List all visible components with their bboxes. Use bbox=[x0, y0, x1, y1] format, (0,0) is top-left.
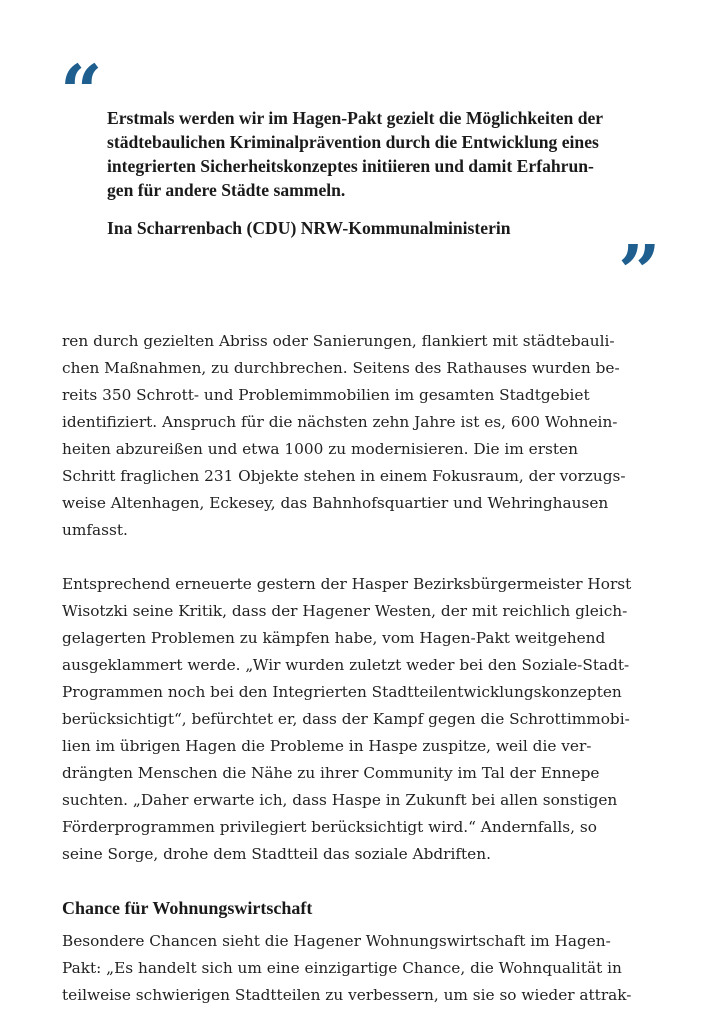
article-line: reits 350 Schrott- und Problemimmobilien im gesamten Stadtgebiet bbox=[62, 386, 590, 404]
quote-line: integrierten Sicherheitskonzeptes initiieren und damit Erfahrun- bbox=[107, 156, 594, 176]
article-line: Förderprogrammen privilegiert berücksichtigt wird.“ Andernfalls, so bbox=[62, 818, 597, 836]
article-line: lien im übrigen Hagen die Probleme in Haspe zuspitze, weil die ver- bbox=[62, 737, 592, 755]
article-body bbox=[62, 328, 657, 1009]
article-line: Besondere Chancen sieht die Hagener Wohnungswirtschaft im Hagen- bbox=[62, 932, 611, 950]
article-paragraph bbox=[62, 571, 657, 868]
article-line: identifiziert. Anspruch für die nächsten zehn Jahre ist es, 600 Wohnein- bbox=[62, 413, 618, 431]
pull-quote bbox=[107, 106, 647, 238]
article-line: teilweise schwierigen Stadtteilen zu verbessern, um sie so wieder attrak- bbox=[62, 986, 632, 1004]
article-line: Schritt fraglichen 231 Objekte stehen in einem Fokusraum, der vorzugs- bbox=[62, 467, 626, 485]
quote-line: Erstmals werden wir im Hagen-Pakt gezielt die Möglichkeiten der bbox=[107, 108, 604, 128]
article-line: chen Maßnahmen, zu durchbrechen. Seitens des Rathauses wurden be- bbox=[62, 359, 620, 377]
article-line: heiten abzureißen und etwa 1000 zu modernisieren. Die im ersten bbox=[62, 440, 578, 458]
article-line: weise Altenhagen, Eckesey, das Bahnhofsquartier und Wehringhausen bbox=[62, 494, 609, 512]
article-line: drängten Menschen die Nähe zu ihrer Community im Tal der Ennepe bbox=[62, 764, 600, 782]
article-line: umfasst. bbox=[62, 521, 128, 539]
article-paragraph bbox=[62, 328, 657, 544]
quote-open-mark: “ bbox=[60, 50, 99, 136]
article-line: gelagerten Problemen zu kämpfen habe, vom Hagen-Pakt weitgehend bbox=[62, 629, 606, 647]
article-line: Pakt: „Es handelt sich um eine einzigartige Chance, die Wohnqualität in bbox=[62, 959, 622, 977]
quote-author: Ina Scharrenbach (CDU) NRW-Kommunalministerin bbox=[107, 218, 511, 238]
quote-line: städtebaulichen Kriminalprävention durch die Entwicklung eines bbox=[107, 132, 599, 152]
quote-close-mark: ” bbox=[618, 230, 657, 316]
article-line: seine Sorge, drohe dem Stadtteil das soziale Abdriften. bbox=[62, 845, 491, 863]
article-subheading: Chance für Wohnungswirtschaft bbox=[62, 898, 313, 918]
article-line: Entsprechend erneuerte gestern der Hasper Bezirksbürgermeister Horst bbox=[62, 575, 632, 593]
article-line: Programmen noch bei den Integrierten Stadtteilentwicklungskonzepten bbox=[62, 683, 622, 701]
article-line: Wisotzki seine Kritik, dass der Hagener Westen, der mit reichlich gleich- bbox=[62, 602, 628, 620]
quote-text bbox=[107, 106, 647, 202]
article-line: ausgeklammert werde. „Wir wurden zuletzt weder bei den Soziale-Stadt- bbox=[62, 656, 630, 674]
article-line: suchten. „Daher erwarte ich, dass Haspe in Zukunft bei allen sonstigen bbox=[62, 791, 618, 809]
article-line: ren durch gezielten Abriss oder Sanierungen, flankiert mit städtebauli- bbox=[62, 332, 615, 350]
article-paragraph bbox=[62, 928, 657, 1009]
quote-line: gen für andere Städte sammeln. bbox=[107, 180, 346, 200]
article-line: berücksichtigt“, befürchtet er, dass der Kampf gegen die Schrottimmobi- bbox=[62, 710, 630, 728]
